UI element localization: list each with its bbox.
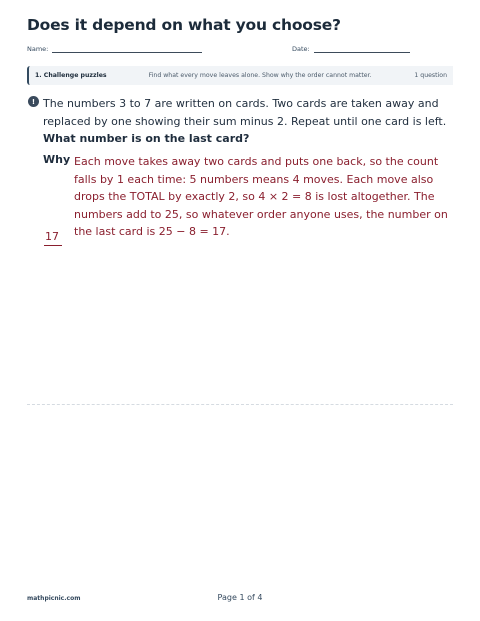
date-label: Date: <box>292 45 310 53</box>
footer-site: mathpicnic.com <box>27 595 81 602</box>
name-label: Name: <box>27 45 49 53</box>
section-header <box>27 66 453 85</box>
name-line[interactable] <box>52 46 202 53</box>
section-count: 1 question <box>414 72 447 79</box>
answer-value: 17 <box>44 230 62 246</box>
date-field[interactable] <box>292 45 410 53</box>
page-title: Does it depend on what you choose? <box>27 16 341 34</box>
section-label: 1. Challenge puzzles <box>35 72 107 79</box>
question-prompt: What number is on the last card? <box>43 132 250 145</box>
footer-page-number: Page 1 of 4 <box>217 593 263 602</box>
name-field[interactable] <box>27 45 202 53</box>
why-explanation: Each move takes away two cards and puts one back, so the count falls by 1 each time: 5 numbers means 4 moves. Each move also drops the TOTAL by exactly 2, so 4 × 2 = 8 is lost altogether. The numbers add to 25, so whatever order anyone uses, the number on the last card is 25 − 8 = 17. <box>74 155 448 238</box>
date-line[interactable] <box>314 46 410 53</box>
section-divider <box>27 404 453 405</box>
section-hint: Find what every move leaves alone. Show why the order cannot matter. <box>148 72 372 79</box>
question-text: The numbers 3 to 7 are written on cards. Two cards are taken away and replaced by one showing their sum minus 2. Repeat until one card is left. <box>43 97 447 128</box>
exclamation-icon: ! <box>28 96 39 107</box>
why-label: Why <box>43 153 71 166</box>
